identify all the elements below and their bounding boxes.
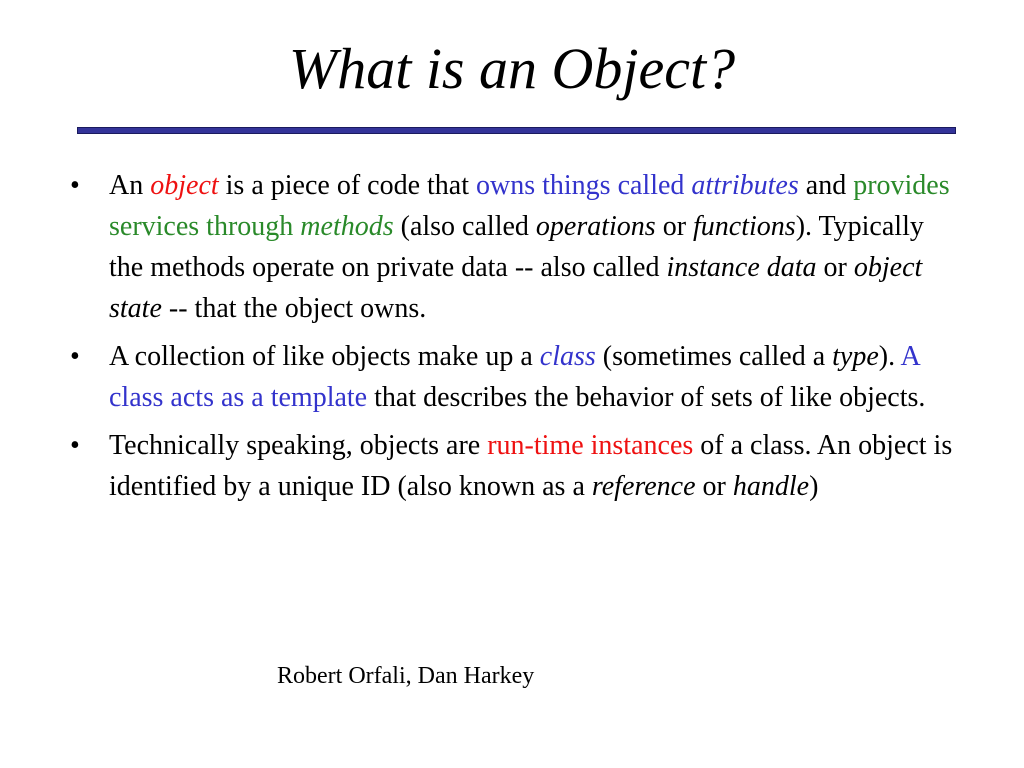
text-segment: of a class. An object is identified by a unique ID (also known as a — [109, 430, 953, 502]
term-functions: functions — [693, 211, 796, 242]
text-segment: An — [109, 170, 151, 201]
highlight-class-template: A class acts as a template — [109, 341, 920, 413]
slide-title: What is an Object? — [288, 36, 736, 101]
term-reference: reference — [591, 471, 696, 502]
author-credit: Robert Orfali, Dan Harkey — [277, 663, 535, 689]
term-type: type — [832, 341, 879, 372]
text-segment: ). Typically the methods operate on private data -- also called — [109, 211, 924, 283]
text-segment: ) — [809, 471, 819, 502]
text-segment: A collection of like objects make up a — [109, 341, 540, 372]
highlight-provides-services: provides services through — [109, 170, 950, 242]
title-underline-divider — [77, 127, 956, 134]
bullet-icon: • — [70, 170, 80, 201]
term-instance-data: instance data — [666, 252, 817, 283]
bullet-icon: • — [70, 341, 80, 372]
term-operations: operations — [535, 211, 656, 242]
term-attributes: attributes — [691, 170, 799, 201]
text-segment: -- that the object owns. — [161, 293, 427, 324]
bullet-item-class-definition — [68, 336, 958, 418]
text-segment: and — [798, 170, 854, 201]
text-segment: Technically speaking, objects are — [109, 430, 488, 461]
term-handle: handle — [732, 471, 810, 502]
text-segment: or — [695, 471, 733, 502]
term-class: class — [539, 341, 596, 372]
text-segment: that describes the behavior of sets of like objects. — [367, 382, 926, 413]
text-segment: ). — [878, 341, 901, 372]
bullet-item-object-definition — [68, 165, 958, 329]
text-segment: or — [655, 211, 694, 242]
text-segment: (sometimes called a — [595, 341, 833, 372]
term-methods: methods — [300, 211, 394, 242]
text-segment: (also called — [393, 211, 536, 242]
bullet-list — [68, 165, 958, 514]
text-segment: is a piece of code that — [218, 170, 476, 201]
bullet-icon: • — [70, 430, 80, 461]
term-object-state: object state — [109, 252, 923, 324]
term-object: object — [150, 170, 219, 201]
bullet-item-runtime-instances — [68, 425, 958, 507]
text-segment: or — [816, 252, 854, 283]
highlight-runtime-instances: run-time instances — [487, 430, 694, 461]
highlight-owns-things: owns things called — [476, 170, 692, 201]
